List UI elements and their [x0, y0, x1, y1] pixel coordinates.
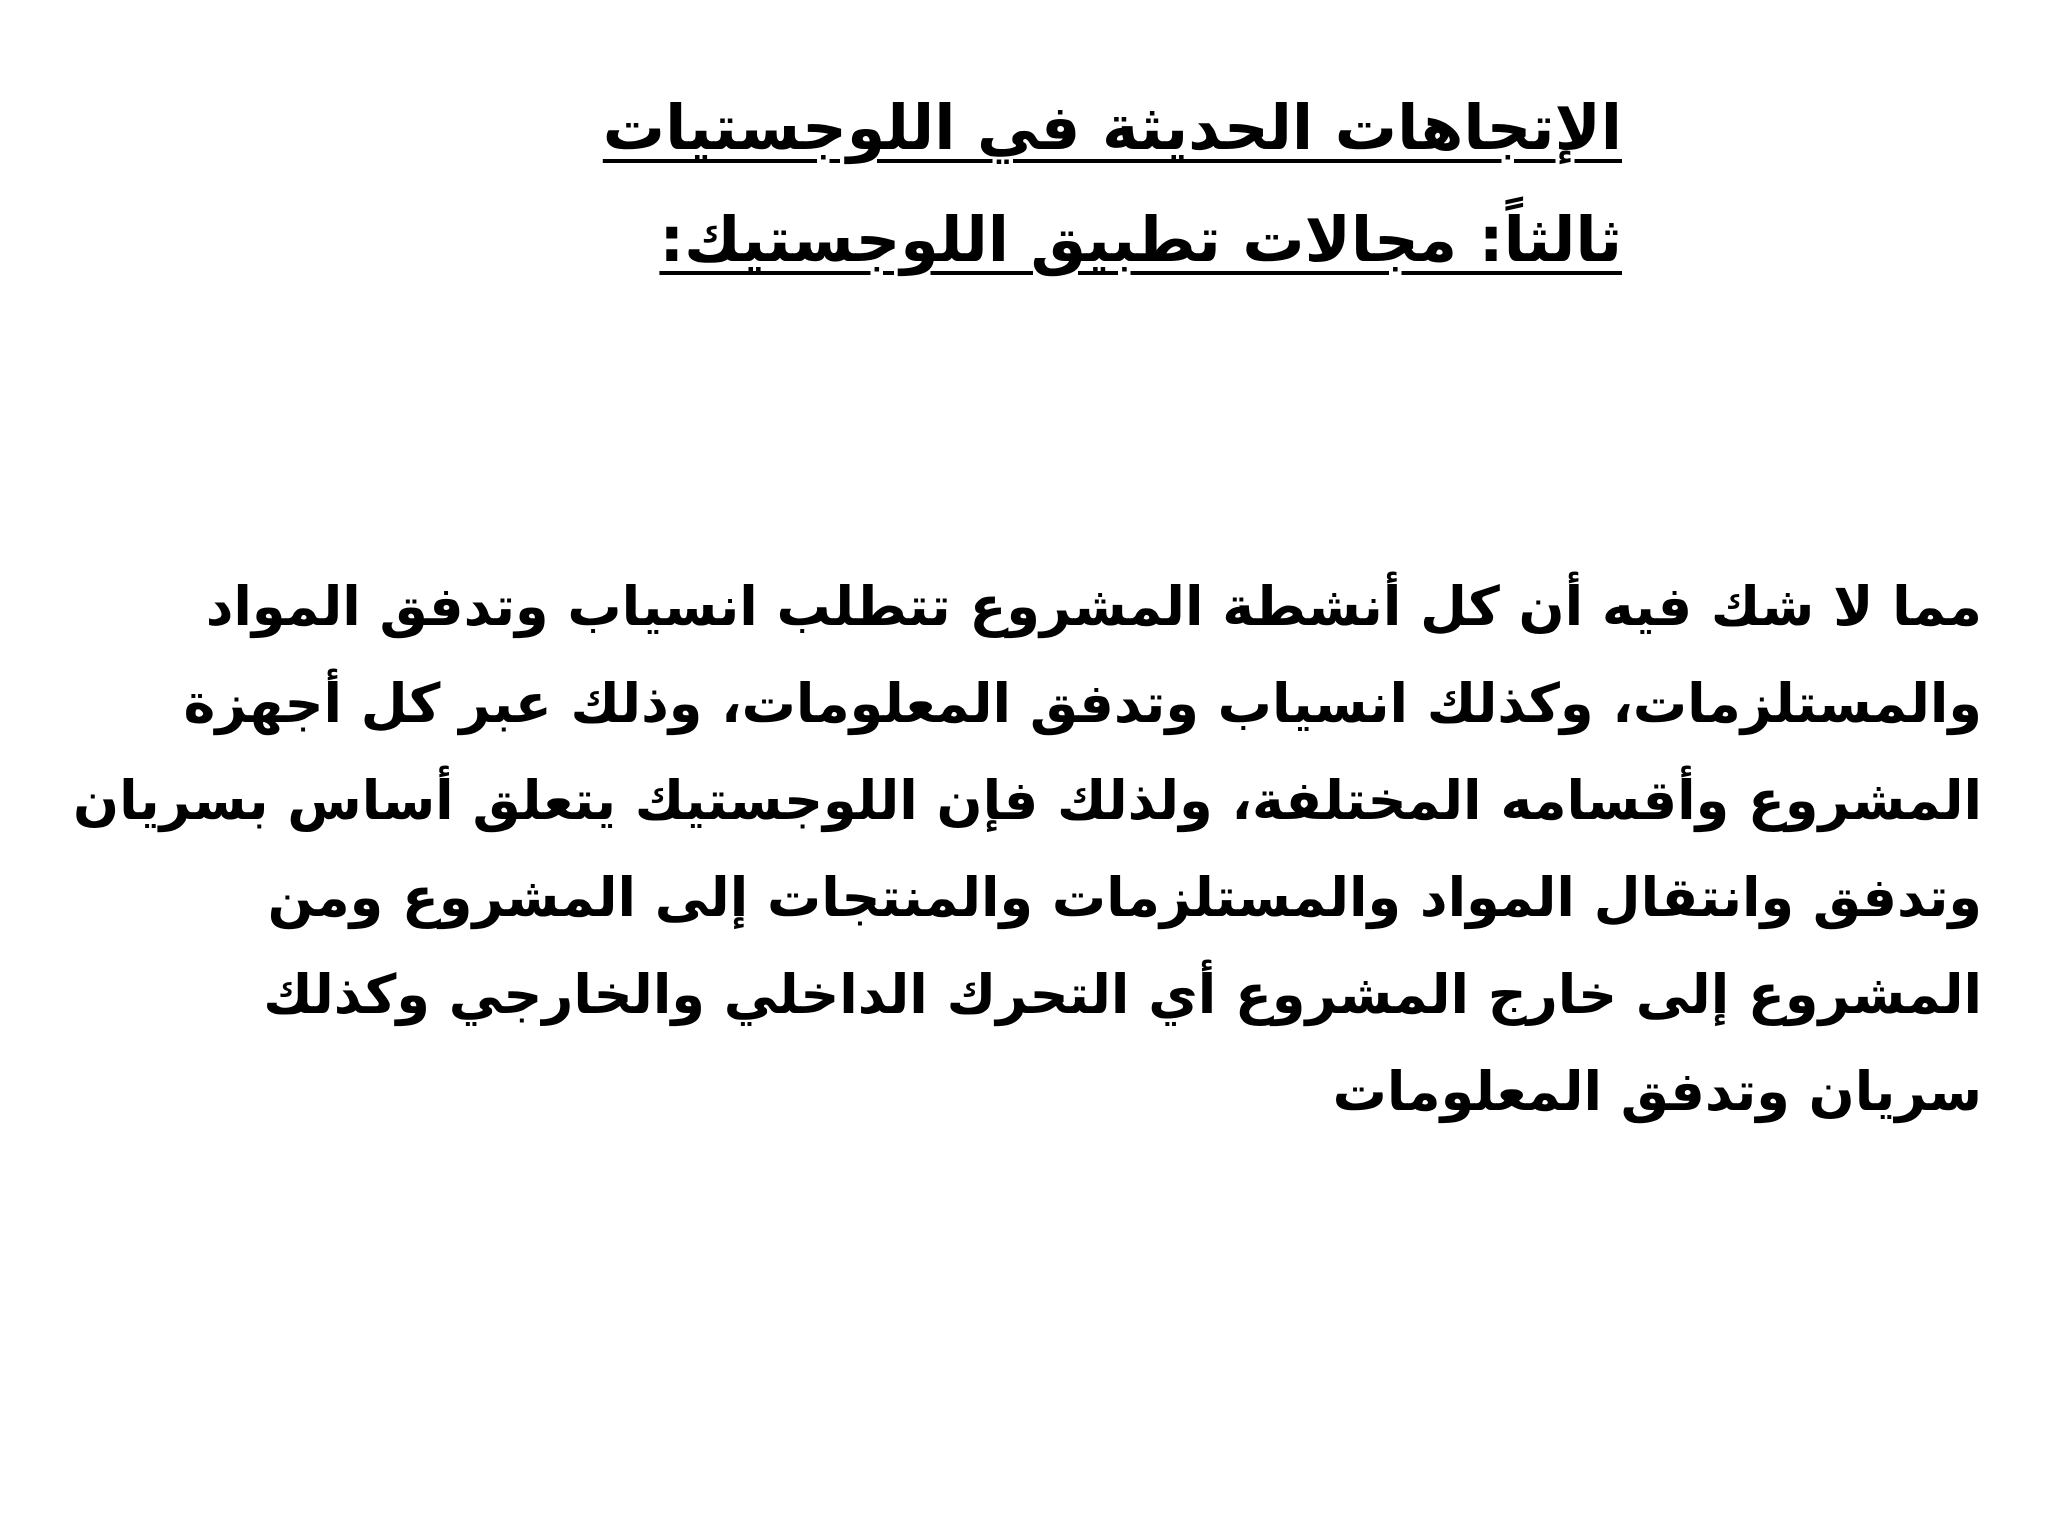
- body-line-4: وتدفق وانتقال المواد والمستلزمات والمنتجات إلى المشروع ومن: [267, 866, 1982, 929]
- slide-body-text: [73, 558, 1982, 1140]
- body-line-5: المشروع إلى خارج المشروع أي التحرك الداخلي والخارجي وكذلك: [263, 963, 1982, 1026]
- body-line-2: والمستلزمات، وكذلك انسياب وتدفق المعلومات، وذلك عبر كل أجهزة: [183, 672, 1982, 735]
- body-line-6: سريان وتدفق المعلومات: [1332, 1060, 1982, 1123]
- slide-title: [602, 72, 1622, 296]
- body-line-3: المشروع وأقسامه المختلفة، ولذلك فإن اللوجستيك يتعلق أساس بسريان: [73, 769, 1982, 832]
- title-line-2: ثالثاً: مجالات تطبيق اللوجستيك:: [659, 203, 1622, 276]
- body-line-1: مما لا شك فيه أن كل أنشطة المشروع تتطلب انسياب وتدفق المواد: [205, 575, 1982, 638]
- title-line-1: الإتجاهات الحديثة في اللوجستيات: [602, 91, 1622, 164]
